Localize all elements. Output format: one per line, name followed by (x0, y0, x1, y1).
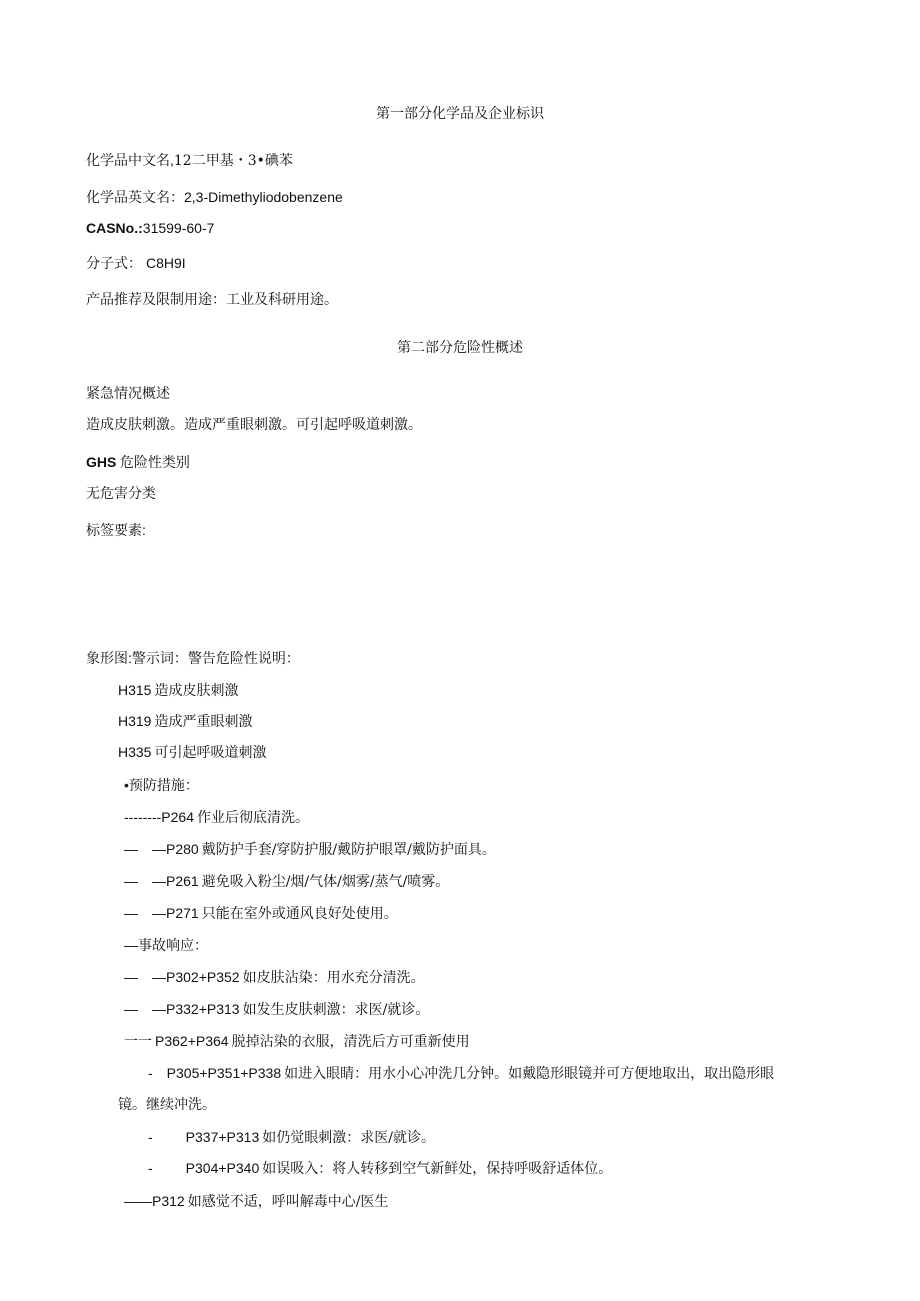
cas-label: CASNo.: (86, 220, 143, 236)
cas-row (86, 218, 214, 240)
hazard-statement (118, 680, 238, 702)
hazard-text: 造成皮肤刺激 (154, 683, 239, 699)
p305-continuation: 镜。继续冲洗。 (118, 1097, 216, 1113)
en-name-row (86, 187, 343, 209)
prevention-heading: •预防措施： (124, 777, 199, 793)
response-item (124, 1031, 470, 1053)
prevention-text: 避免吸入粉尘/烟/气体/烟雾/蒸气/喷雾。 (201, 874, 450, 890)
section1-title: 第一部分化学品及企业标识 (376, 105, 544, 121)
p304-prefix: - (148, 1160, 153, 1176)
response-heading: —事故响应： (124, 937, 208, 953)
response-prefix: — — (124, 969, 166, 985)
section2-title: 第二部分危险性概述 (397, 339, 523, 355)
response-code: P332+P313 (166, 1001, 240, 1017)
response-text: 脱掉沾染的衣服，清洗后方可重新使用 (231, 1034, 470, 1050)
p312-text: 如感觉不适，呼叫解毒中心/医生 (187, 1194, 389, 1210)
prevention-code: P271 (166, 905, 199, 921)
prevention-prefix: -------- (124, 809, 162, 825)
ghs-value: 无危害分类 (86, 486, 156, 502)
prevention-item (124, 807, 309, 829)
prevention-code: P264 (161, 809, 194, 825)
p337-prefix: - (148, 1129, 153, 1145)
formula-label: 分子式： (86, 255, 142, 271)
prevention-code: P280 (166, 841, 199, 857)
response-item (124, 967, 425, 989)
ghs-heading: 危险性类别 (119, 454, 190, 470)
response-item-p304 (148, 1158, 612, 1180)
response-code: P302+P352 (166, 969, 240, 985)
emergency-heading: 紧急情况概述 (86, 385, 170, 401)
prevention-code: P261 (166, 873, 199, 889)
p312-code: P312 (152, 1193, 185, 1209)
use-row (86, 289, 338, 311)
prevention-item (124, 903, 398, 925)
ghs-code: GHS (86, 454, 117, 470)
hazard-text: 造成严重眼刺激 (154, 714, 253, 730)
response-text: 如发生皮肤刺激：求医/就诊。 (242, 1002, 430, 1018)
pictogram-line: 象形图:警示词：警告危险性说明： (86, 650, 300, 666)
cn-name-value: 12二甲基・3•碘苯 (173, 153, 293, 169)
p337-code: P337+P313 (185, 1129, 260, 1145)
p305-text: 如进入眼睛：用水小心冲洗几分钟。如戴隐形眼镜并可方便地取出，取出隐形眼 (284, 1066, 775, 1082)
response-item (124, 999, 429, 1021)
response-item-p312 (124, 1191, 388, 1213)
response-code: P362+P364 (155, 1033, 229, 1049)
label-elements: 标签要素: (86, 522, 146, 538)
prevention-prefix: — — (124, 873, 166, 889)
en-name-label: 化学品英文名： (86, 189, 184, 205)
hazard-text: 可引起呼吸道刺激 (154, 745, 267, 761)
p304-code: P304+P340 (185, 1160, 260, 1176)
p305-prefix: - (148, 1065, 153, 1081)
prevention-text: 只能在室外或通风良好处使用。 (201, 906, 398, 922)
hazard-statement (118, 711, 252, 733)
use-label: 产品推荐及限制用途： (86, 291, 226, 307)
hazard-code: H319 (118, 713, 152, 729)
response-item-p305 (148, 1063, 774, 1085)
formula-value: C8H9I (146, 255, 186, 271)
hazard-code: H315 (118, 682, 152, 698)
response-item-p337 (148, 1127, 435, 1149)
response-prefix: 一一 (124, 1034, 152, 1050)
hazard-statement (118, 742, 266, 764)
response-prefix: — — (124, 1001, 166, 1017)
p304-text: 如误吸入：将人转移到空气新鲜处，保持呼吸舒适体位。 (262, 1161, 613, 1177)
use-value: 工业及科研用途。 (226, 292, 338, 308)
formula-row (86, 253, 186, 275)
prevention-item (124, 839, 496, 861)
p305-code: P305+P351+P338 (166, 1065, 282, 1081)
cas-value: 31599-60-7 (142, 220, 215, 236)
cn-name-label: 化学品中文名, (86, 152, 174, 168)
response-text: 如皮肤沾染：用水充分清洗。 (242, 970, 425, 986)
prevention-item (124, 871, 449, 893)
ghs-row (86, 452, 190, 474)
en-name-value: 2,3-Dimethyliodobenzene (184, 189, 343, 205)
p312-prefix: —— (124, 1193, 152, 1209)
prevention-prefix: — — (124, 841, 166, 857)
prevention-prefix: — — (124, 905, 166, 921)
prevention-text: 戴防护手套/穿防护服/戴防护眼罩/戴防护面具。 (201, 842, 496, 858)
p337-text: 如仍觉眼刺激：求医/就诊。 (262, 1130, 435, 1146)
cn-name-row (86, 150, 293, 172)
emergency-text: 造成皮肤刺激。造成严重眼刺激。可引起呼吸道刺激。 (86, 417, 422, 433)
hazard-code: H335 (118, 744, 152, 760)
prevention-text: 作业后彻底清洗。 (197, 810, 309, 826)
